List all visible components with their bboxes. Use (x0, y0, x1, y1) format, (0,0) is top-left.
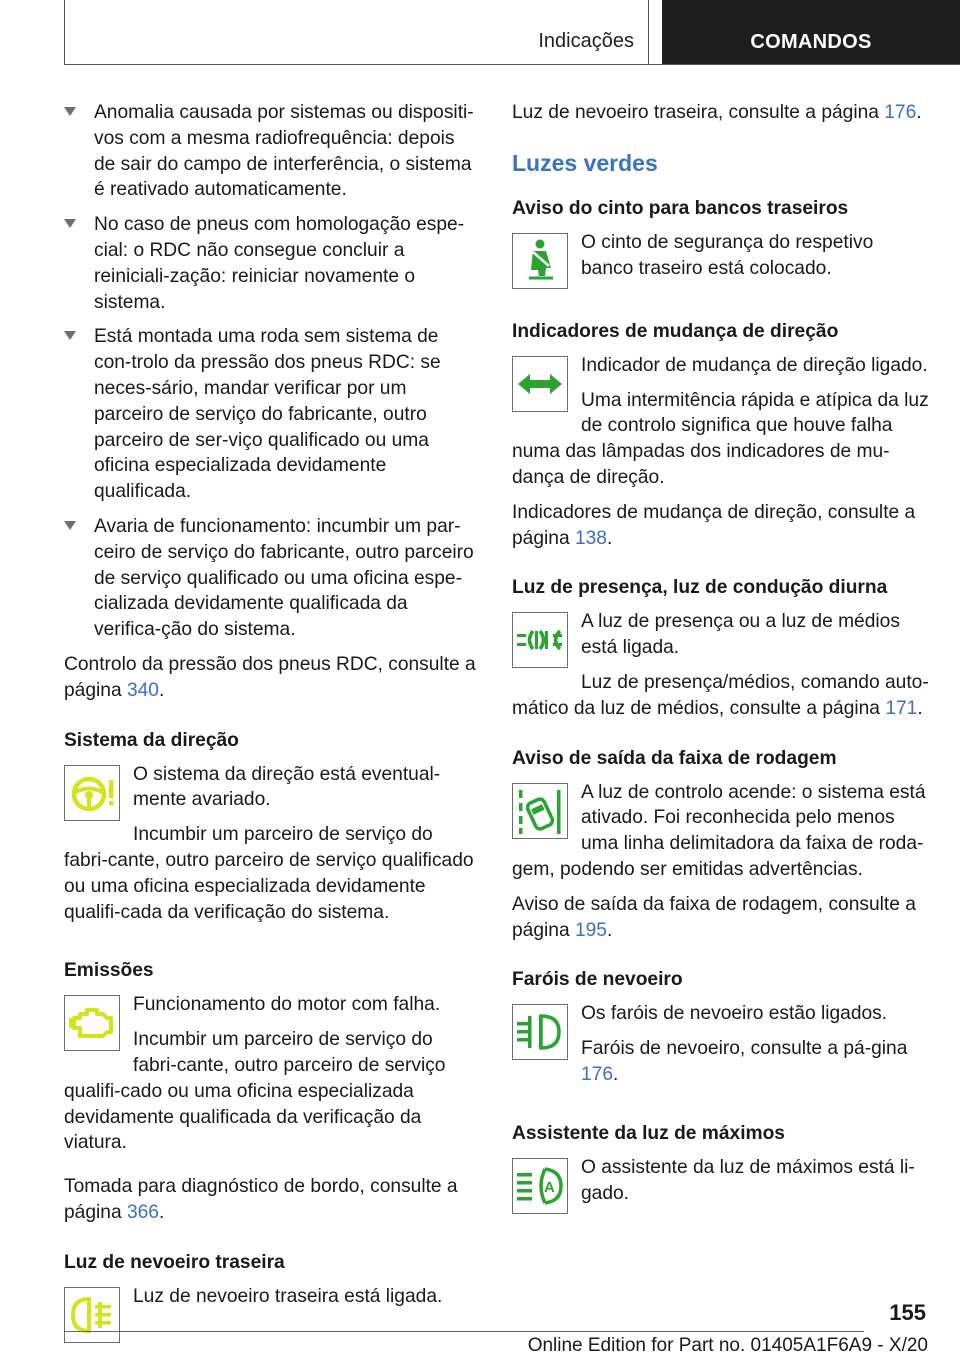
bullet-item: Está montada uma roda sem sistema de con‐trolo da pressão dos pneus RDC: se neces‐sário, mandar verificar por um parceiro de serviço do fabricante, outro parceiro de ser‐viço qualificado ou uma oficina especializada devidamente qualificada. (64, 324, 478, 505)
seatbelt-block: O cinto de segurança do respetivo banco traseiro está colocado. (512, 230, 930, 295)
bullet-triangle-icon (64, 219, 76, 228)
header-chapter-label: COMANDOS (750, 31, 872, 53)
header-section-tab (65, 0, 649, 64)
page-link-340[interactable]: 340 (126, 679, 159, 701)
engine-warning-icon (64, 995, 120, 1051)
rear-fog-block: Luz de nevoeiro traseira está ligada. (64, 1284, 478, 1349)
lane-departure-icon (512, 783, 568, 839)
high-beam-assist-heading: Assistente da luz de máximos (512, 1122, 785, 1144)
page-link-138[interactable]: 138 (574, 527, 607, 549)
page-link-195[interactable]: 195 (574, 919, 607, 941)
high-beam-assist-icon (512, 1158, 568, 1214)
front-fog-heading: Faróis de nevoeiro (512, 969, 683, 991)
green-lights-title: Luzes verdes (512, 149, 658, 176)
lane-departure-heading: Aviso de saída da faixa de rodagem (512, 747, 837, 769)
parking-light-icon (512, 612, 568, 668)
page-link-366[interactable]: 366 (126, 1201, 159, 1223)
page-link-176[interactable]: 176 (581, 1063, 614, 1085)
bullet-item: Anomalia causada por sistemas ou dispositi‐vos com a mesma radiofrequência: depois de sair do campo de interferência, o sistema é reativado automaticamente. (64, 100, 478, 203)
emissions-block: Funcionamento do motor com falha. Incumbir um parceiro de serviço do fabri‐cante, outro parceiro de serviço qualifi‐cado ou uma oficina especializada devidamente qualificada da verificação da viatura. (64, 994, 446, 1154)
rear-fog-light-icon (64, 1287, 120, 1343)
turn-reference: Indicadores de mudança de direção, consulte a página 138. (512, 501, 916, 549)
turn-indicators-block: Indicador de mudança de direção ligado. Uma intermitência rápida e atípica da luz de controlo significa que houve falha numa das lâmpadas dos indicadores de mu‐dança de direção. (512, 354, 929, 488)
right-column (512, 100, 930, 1229)
rdc-reference: Controlo da pressão dos pneus RDC, consulte a página 340. (64, 653, 476, 701)
parking-light-heading: Luz de presença, luz de condução diurna (512, 577, 888, 599)
page-link-176[interactable]: 176 (884, 102, 917, 123)
header-rule (64, 64, 960, 65)
page-number: 155 (889, 1300, 926, 1325)
emissions-heading: Emissões (64, 960, 154, 982)
turn-indicators-heading: Indicadores de mudança de direção (512, 320, 839, 342)
steering-block: O sistema da direção está eventual‐mente avariado. Incumbir um parceiro de serviço do fabri‐cante, outro parceiro de serviço qualificado ou uma oficina especializada devidamente qualifi‐cada da verificação do sistema. (64, 763, 474, 923)
footer-edition-text: Online Edition for Part no. 01405A1F6A9 - X/20 (527, 1335, 928, 1356)
high-beam-assist-block: A O assistente da luz de máximos está li‐gado. (512, 1155, 930, 1220)
seatbelt-icon (512, 233, 568, 289)
steering-warning-icon (64, 765, 120, 821)
lane-departure-block: A luz de controlo acende: o sistema está ativado. Foi reconhecida pelo menos uma linha delimitadora da faixa de roda‐gem, podendo ser emitidas advertências. (512, 781, 926, 880)
header-section-label: Indicações (538, 30, 634, 52)
seatbelt-heading: Aviso do cinto para bancos traseiros (512, 197, 849, 219)
page-link-171[interactable]: 171 (885, 697, 918, 719)
footer-rule (64, 1331, 864, 1332)
bullet-item: No caso de pneus com homologação espe‐cial: o RDC não consegue concluir a reiniciali‐zação: reiniciar novamente o sistema. (64, 212, 478, 315)
steering-heading: Sistema da direção (64, 729, 239, 751)
bullet-triangle-icon (64, 107, 76, 116)
bullet-triangle-icon (64, 521, 76, 530)
obd-reference: Tomada para diagnóstico de bordo, consulte a página 366. (64, 1176, 458, 1223)
parking-light-block: A luz de presença ou a luz de médios está ligada. Luz de presença/médios, comando auto‐mático da luz de médios, consulte a página 171. (512, 611, 929, 719)
bullet-item: Avaria de funcionamento: incumbir um par‐ceiro de serviço do fabricante, outro parceiro de serviço qualificado ou uma oficina espe‐cializada devidamente qualificada da verifica‐ção do sistema. (64, 514, 478, 643)
rear-fog-heading: Luz de nevoeiro traseira (64, 1251, 285, 1273)
lane-reference: Aviso de saída da faixa de rodagem, consulte a página 195. (512, 893, 916, 941)
rear-fog-reference: Luz de nevoeiro traseira, consulte a página 176. (512, 102, 922, 123)
header-chapter-tab (662, 0, 960, 64)
bullet-triangle-icon (64, 331, 76, 340)
svg-text:A: A (544, 1178, 555, 1196)
front-fog-block: Os faróis de nevoeiro estão ligados. Faróis de nevoeiro, consulte a pá‐gina 176. (512, 1001, 930, 1096)
turn-signal-arrows-icon (512, 356, 568, 412)
left-column (64, 100, 478, 1358)
front-fog-light-icon (512, 1004, 568, 1060)
